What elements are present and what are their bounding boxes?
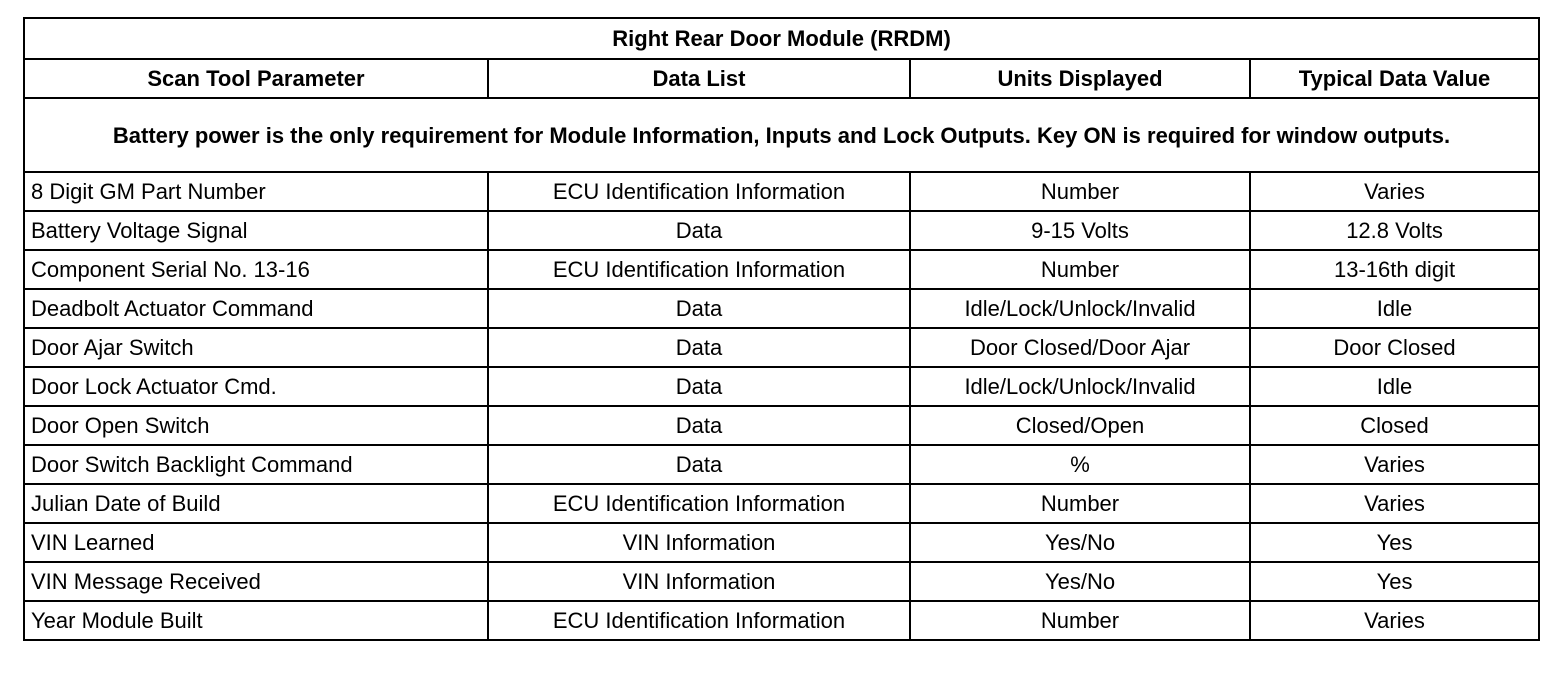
cell-units: Idle/Lock/Unlock/Invalid xyxy=(910,367,1250,406)
cell-units: Yes/No xyxy=(910,523,1250,562)
cell-typical-value: Door Closed xyxy=(1250,328,1539,367)
cell-parameter: Year Module Built xyxy=(24,601,488,640)
cell-data-list: Data xyxy=(488,367,910,406)
cell-typical-value: Varies xyxy=(1250,484,1539,523)
cell-data-list: ECU Identification Information xyxy=(488,484,910,523)
cell-data-list: ECU Identification Information xyxy=(488,250,910,289)
table-row xyxy=(24,445,1539,484)
table-header-row xyxy=(24,59,1539,98)
cell-typical-value: Idle xyxy=(1250,289,1539,328)
cell-parameter: VIN Message Received xyxy=(24,562,488,601)
cell-typical-value: Closed xyxy=(1250,406,1539,445)
cell-units: % xyxy=(910,445,1250,484)
cell-parameter: Battery Voltage Signal xyxy=(24,211,488,250)
data-table-container xyxy=(23,17,1538,641)
cell-parameter: Deadbolt Actuator Command xyxy=(24,289,488,328)
table-row xyxy=(24,562,1539,601)
cell-data-list: Data xyxy=(488,289,910,328)
cell-parameter: Door Ajar Switch xyxy=(24,328,488,367)
cell-typical-value: Yes xyxy=(1250,523,1539,562)
cell-typical-value: Yes xyxy=(1250,562,1539,601)
cell-units: Number xyxy=(910,484,1250,523)
table-row xyxy=(24,523,1539,562)
cell-data-list: ECU Identification Information xyxy=(488,601,910,640)
cell-typical-value: 12.8 Volts xyxy=(1250,211,1539,250)
cell-data-list: VIN Information xyxy=(488,562,910,601)
table-row xyxy=(24,484,1539,523)
header-scan-tool-parameter: Scan Tool Parameter xyxy=(24,59,488,98)
cell-data-list: VIN Information xyxy=(488,523,910,562)
header-data-list: Data List xyxy=(488,59,910,98)
cell-typical-value: Varies xyxy=(1250,601,1539,640)
table-row xyxy=(24,601,1539,640)
cell-units: 9-15 Volts xyxy=(910,211,1250,250)
cell-data-list: Data xyxy=(488,406,910,445)
table-title-row xyxy=(24,18,1539,59)
table-row xyxy=(24,367,1539,406)
cell-units: Number xyxy=(910,250,1250,289)
cell-data-list: ECU Identification Information xyxy=(488,172,910,211)
cell-units: Number xyxy=(910,172,1250,211)
table-row xyxy=(24,250,1539,289)
rrdm-data-table xyxy=(23,17,1540,641)
cell-units: Door Closed/Door Ajar xyxy=(910,328,1250,367)
cell-data-list: Data xyxy=(488,211,910,250)
header-typical-data-value: Typical Data Value xyxy=(1250,59,1539,98)
requirements-note: Battery power is the only requirement for Module Information, Inputs and Lock Outputs. Key ON is required for window outputs. xyxy=(24,98,1539,172)
header-units-displayed: Units Displayed xyxy=(910,59,1250,98)
table-title: Right Rear Door Module (RRDM) xyxy=(24,18,1539,59)
table-note-row xyxy=(24,98,1539,172)
cell-units: Yes/No xyxy=(910,562,1250,601)
table-row xyxy=(24,172,1539,211)
table-row xyxy=(24,289,1539,328)
cell-units: Number xyxy=(910,601,1250,640)
cell-units: Idle/Lock/Unlock/Invalid xyxy=(910,289,1250,328)
cell-parameter: 8 Digit GM Part Number xyxy=(24,172,488,211)
cell-typical-value: Varies xyxy=(1250,172,1539,211)
cell-data-list: Data xyxy=(488,328,910,367)
cell-parameter: VIN Learned xyxy=(24,523,488,562)
table-row xyxy=(24,406,1539,445)
cell-parameter: Julian Date of Build xyxy=(24,484,488,523)
cell-typical-value: Varies xyxy=(1250,445,1539,484)
cell-units: Closed/Open xyxy=(910,406,1250,445)
cell-parameter: Door Lock Actuator Cmd. xyxy=(24,367,488,406)
cell-typical-value: Idle xyxy=(1250,367,1539,406)
cell-parameter: Door Open Switch xyxy=(24,406,488,445)
cell-data-list: Data xyxy=(488,445,910,484)
table-row xyxy=(24,211,1539,250)
cell-parameter: Door Switch Backlight Command xyxy=(24,445,488,484)
cell-typical-value: 13-16th digit xyxy=(1250,250,1539,289)
table-row xyxy=(24,328,1539,367)
cell-parameter: Component Serial No. 13-16 xyxy=(24,250,488,289)
